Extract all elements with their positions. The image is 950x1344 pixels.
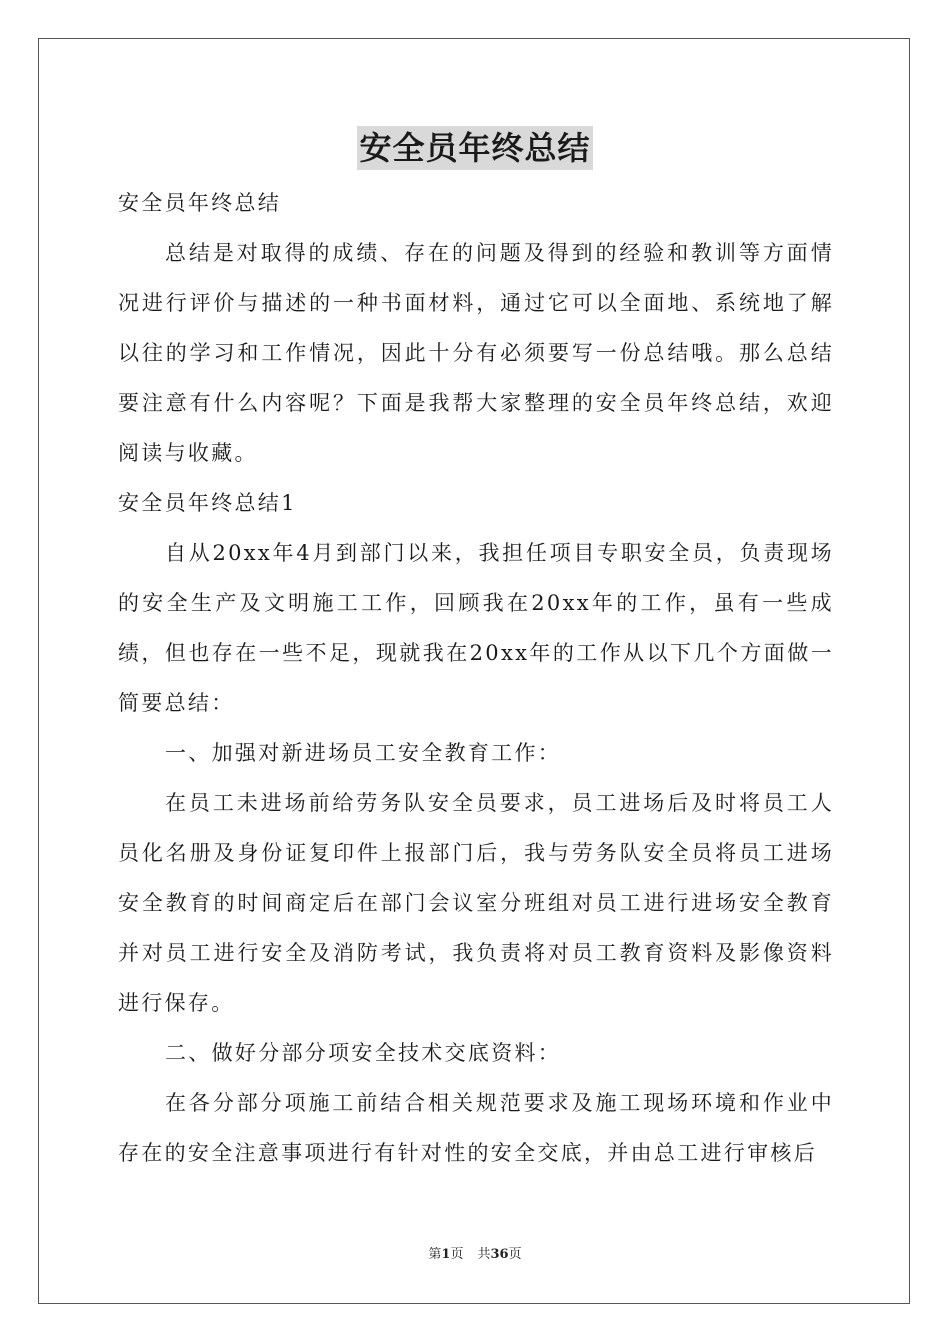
title-container (0, 126, 950, 170)
paragraph-2: 总结是对取得的成绩、存在的问题及得到的经验和教训等方面情况进行评价与描述的一种书面材料，通过它可以全面地、系统地了解以往的学习和工作情况，因此十分有必须要写一份总结哦。那么总结要注意有什么内容呢？下面是我帮大家整理的安全员年终总结，欢迎阅读与收藏。 (118, 241, 834, 465)
footer-page-suffix: 页 (450, 1247, 464, 1262)
document-title: 安全员年终总结 (357, 126, 592, 170)
paragraph-7: 二、做好分部分项安全技术交底资料： (165, 1041, 562, 1065)
footer-page-prefix: 第 (428, 1247, 442, 1262)
paragraph-3: 安全员年终总结1 (118, 491, 297, 515)
footer-total-suffix: 页 (508, 1247, 522, 1262)
paragraph-8: 在各分部分项施工前结合相关规范要求及施工现场环境和作业中存在的安全注意事项进行有针对性的安全交底，并由总工进行审核后 (118, 1091, 834, 1165)
paragraph-1: 安全员年终总结 (118, 191, 282, 215)
page-footer (0, 1245, 950, 1265)
document-body (118, 178, 834, 1178)
footer-total-prefix: 共 (477, 1247, 491, 1262)
footer-total-pages: 36 (490, 1247, 509, 1262)
paragraph-4: 自从20xx年4月到部门以来，我担任项目专职安全员，负责现场的安全生产及文明施工工作，回顾我在20xx年的工作，虽有一些成绩，但也存在一些不足，现就我在20xx年的工作从以下几个方面做一简要总结： (118, 541, 834, 715)
footer-page-number: 1 (441, 1247, 451, 1262)
paragraph-5: 一、加强对新进场员工安全教育工作： (165, 741, 562, 765)
paragraph-6: 在员工未进场前给劳务队安全员要求，员工进场后及时将员工人员化名册及身份证复印件上报部门后，我与劳务队安全员将员工进场安全教育的时间商定后在部门会议室分班组对员工进行进场安全教育并对员工进行安全及消防考试，我负责将对员工教育资料及影像资料进行保存。 (118, 791, 834, 1015)
